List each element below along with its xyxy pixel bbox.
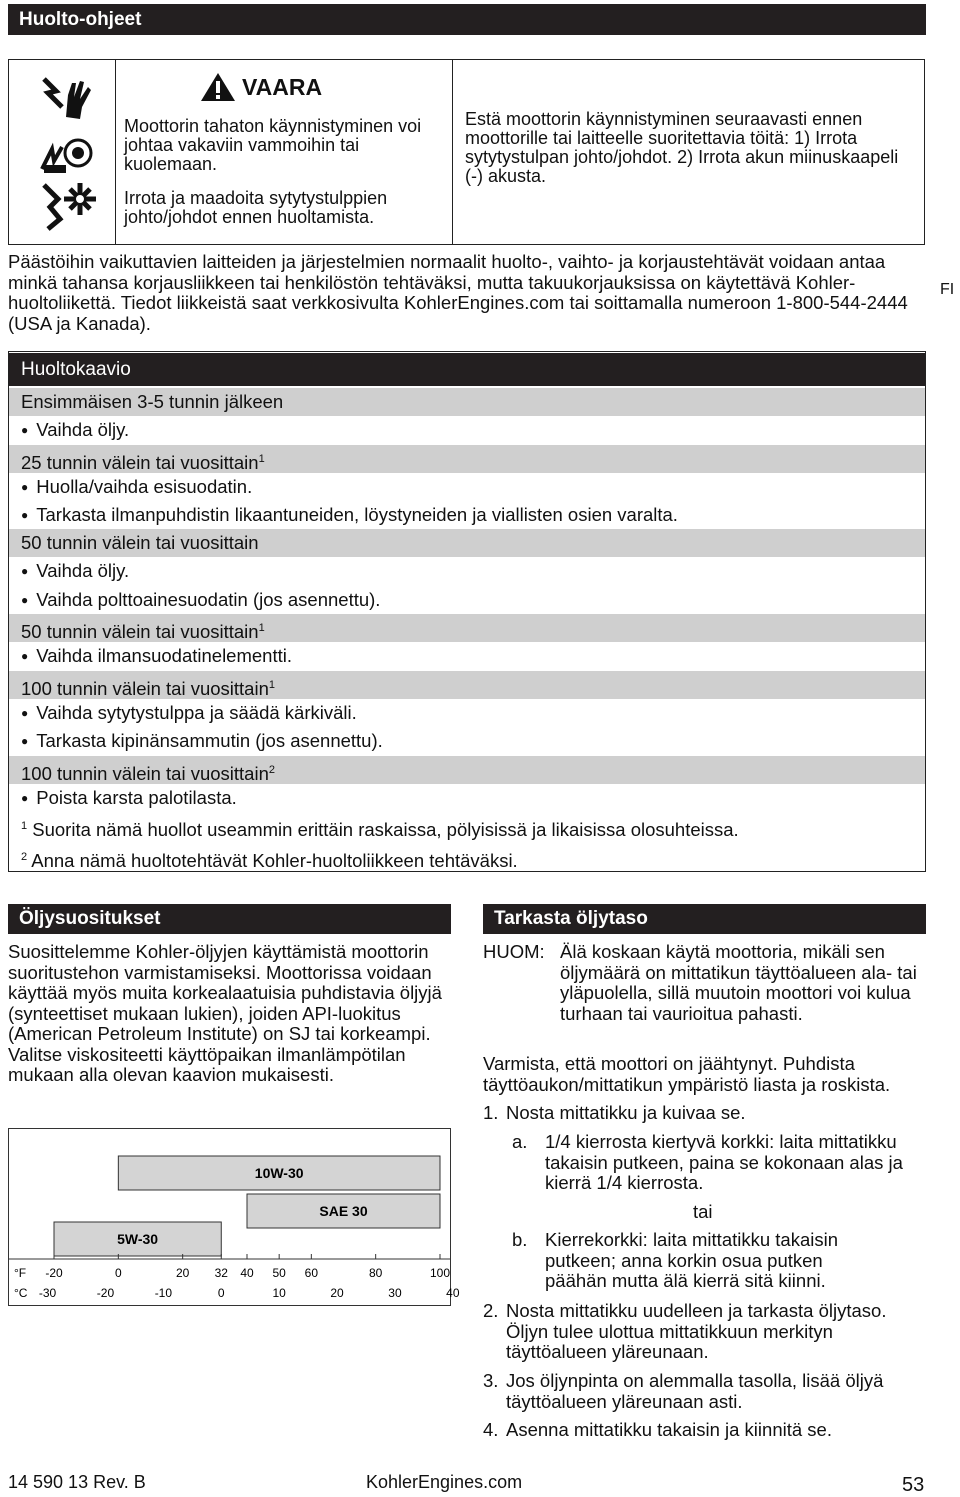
tick-label-c: -30 <box>38 1286 57 1300</box>
task-row: ● Huolla/vaihda esisuodatin. <box>9 473 925 501</box>
step-4: Asenna mittatikku takaisin ja kiinnitä se. <box>506 1419 832 1440</box>
interval-row: 50 tunnin välein tai vuosittain <box>9 529 925 557</box>
substep-label: a. <box>512 1131 528 1152</box>
step-3: Jos öljynpinta on alemmalla tasolla, lisää öljyä täyttöalueen yläreunaan asti. <box>506 1370 884 1412</box>
danger-instructions: Estä moottorin käynnistyminen seuraavasti ennen moottorille tai laitteelle suoritettavia töitä: 1) Irrota sytytystulpan johto/johdot. 2) Irrota akun miinuskaapeli (-) akusta. <box>465 109 899 186</box>
or-text: tai <box>693 1201 713 1222</box>
step-number: 2. <box>483 1300 499 1321</box>
range-label: SAE 30 <box>319 1203 368 1219</box>
oil-section-title: Öljysuositukset <box>8 904 451 934</box>
step-number: 3. <box>483 1370 499 1391</box>
range-label: 5W-30 <box>117 1231 159 1247</box>
task-row: ● Vaihda sytytystulppa ja säädä kärkiväli. <box>9 699 925 727</box>
unit-label-f: °F <box>14 1266 27 1280</box>
tick-label-f: 32 <box>214 1266 228 1280</box>
language-tag: FI <box>940 281 955 298</box>
tick-label-c: 30 <box>388 1286 402 1300</box>
task-row: ● Vaihda ilmansuodatinelementti. <box>9 642 925 670</box>
step-number: 4. <box>483 1419 499 1440</box>
footer-page-number: 53 <box>902 1474 925 1496</box>
tick-label-c: -10 <box>154 1286 173 1300</box>
footer-doc-number: 14 590 13 Rev. B <box>8 1472 146 1492</box>
rotating-parts-icon <box>40 179 100 235</box>
tick-label-f: 40 <box>240 1266 254 1280</box>
tick-label-f: -20 <box>45 1266 63 1280</box>
tick-label-f: 100 <box>429 1266 451 1280</box>
section-header-bar <box>8 4 926 35</box>
check-section-title: Tarkasta öljytaso <box>483 904 926 934</box>
tick-label-f: 50 <box>272 1266 286 1280</box>
danger-heading <box>200 72 322 102</box>
check-intro: Varmista, että moottori on jäähtynyt. Puhdista täyttöaukon/mittatikun ympäristö liasta ja roskista. <box>483 1053 891 1095</box>
footer-website: KohlerEngines.com <box>366 1472 523 1492</box>
interval-row: 25 tunnin välein tai vuosittain$^1$ <box>9 445 925 473</box>
interval-row: 100 tunnin välein tai vuosittain$^2$ <box>9 756 925 784</box>
task-row: ● Tarkasta kipinänsammutin (jos asennettu). <box>9 727 925 755</box>
interval-row: Ensimmäisen 3-5 tunnin jälkeen <box>9 388 925 416</box>
viscosity-chart <box>8 1128 460 1306</box>
footnote: $^1$ Suorita nämä huollot useammin erittäin raskaissa, pölyisissä ja likaisissa olosuhteissa. <box>21 819 739 841</box>
danger-label: VAARA <box>242 73 323 100</box>
intro-paragraph: Päästöihin vaikuttavien laitteiden ja järjestelmien normaalit huolto-, vaihto- ja korjaustehtävät voidaan antaa minkä tahansa korjausliikkeen tai henkilöstön tehtäväksi, mutta takuukorjauksissa on käytettävä Kohler-huoltoliikettä. Tiedot liikkeistä saat verkkosivulta KohlerEngines.com tai soittamalla numeroon 1-800-544-2444 (USA ja Kanada). <box>8 251 908 334</box>
task-row: ● Poista karsta palotilasta. <box>9 784 925 812</box>
danger-text-2: Irrota ja maadoita sytytystulppien johto/johdot ennen huoltamista. <box>124 188 388 227</box>
tick-label-c: 10 <box>272 1286 286 1300</box>
step-1: Nosta mittatikku ja kuivaa se. <box>506 1102 746 1123</box>
section-title: Huolto-ohjeet <box>19 9 142 30</box>
step-2: Nosta mittatikku uudelleen ja tarkasta öljytaso. Öljyn tulee ulottua mittatikkuun merkityn täyttöalueen yläreunaan. <box>506 1300 887 1362</box>
tick-label-c: 40 <box>446 1286 460 1300</box>
interval-row: 100 tunnin välein tai vuosittain$^1$ <box>9 671 925 699</box>
range-label: 10W-30 <box>254 1165 304 1181</box>
hand-shock-icon <box>36 73 96 123</box>
substep-a: 1/4 kierrosta kiertyvä korkki: laita mittatikku takaisin putkeen, paina se kokonaan alas ja kierrä 1/4 kierrosta. <box>545 1131 903 1193</box>
tick-label-c: 0 <box>217 1286 225 1300</box>
task-row: ● Vaihda öljy. <box>9 416 925 444</box>
danger-text-1: Moottorin tahaton käynnistyminen voi johtaa vakaviin vammoihin tai kuolemaan. <box>124 116 422 174</box>
tick-label-f: 0 <box>114 1266 122 1280</box>
oil-body: Suosittelemme Kohler-öljyjen käyttämistä moottorin suoritustehon varmistamiseksi. Moottorissa voidaan käyttää myös muita korkealaatuisia puhdistavia öljyjä (synteettiset mukaan lukien), joiden API-luokitus (American Petroleum Institute) on SJ tai korkeampi. Valitse viskositeetti käyttöpaikan ilmanlämpötilan mukaan alla olevan kaavion mukaisesti. <box>8 941 442 1085</box>
warning-triangle-icon <box>200 72 236 102</box>
danger-icons-panel <box>8 59 116 245</box>
step-number: 1. <box>483 1102 499 1123</box>
schedule-title: Huoltokaavio <box>9 353 925 386</box>
tick-label-f: 60 <box>304 1266 319 1280</box>
tick-label-c: 20 <box>330 1286 344 1300</box>
task-row: ● Vaihda polttoainesuodatin (jos asennettu). <box>9 586 925 614</box>
interval-row: 50 tunnin välein tai vuosittain$^1$ <box>9 614 925 642</box>
note-text: Älä koskaan käytä moottoria, mikäli sen öljymäärä on mittatikun täyttöalueen ala- tai yläpuolella, sillä muutoin moottori voi kulua turhaan tai vaurioitua pahasti. <box>560 941 917 1024</box>
tick-label-f: 20 <box>175 1266 190 1280</box>
battery-disconnect-icon <box>38 129 98 175</box>
task-row: ● Tarkasta ilmanpuhdistin likaantuneiden, löystyneiden ja viallisten osien varalta. <box>9 501 925 529</box>
task-row: ● Vaihda öljy. <box>9 557 925 585</box>
tick-label-f: 80 <box>368 1266 383 1280</box>
note-label: HUOM: <box>483 941 545 962</box>
substep-b: Kierrekorkki: laita mittatikku takaisin putkeen; anna korkin osua putken päähän mutta älä kierrä sitä kiinni. <box>545 1229 839 1291</box>
footnote: $^2$ Anna nämä huoltotehtävät Kohler-huoltoliikkeen tehtäväksi. <box>21 850 518 872</box>
tick-label-c: -20 <box>96 1286 115 1300</box>
substep-label: b. <box>512 1229 528 1250</box>
unit-label-c: °C <box>14 1286 28 1300</box>
